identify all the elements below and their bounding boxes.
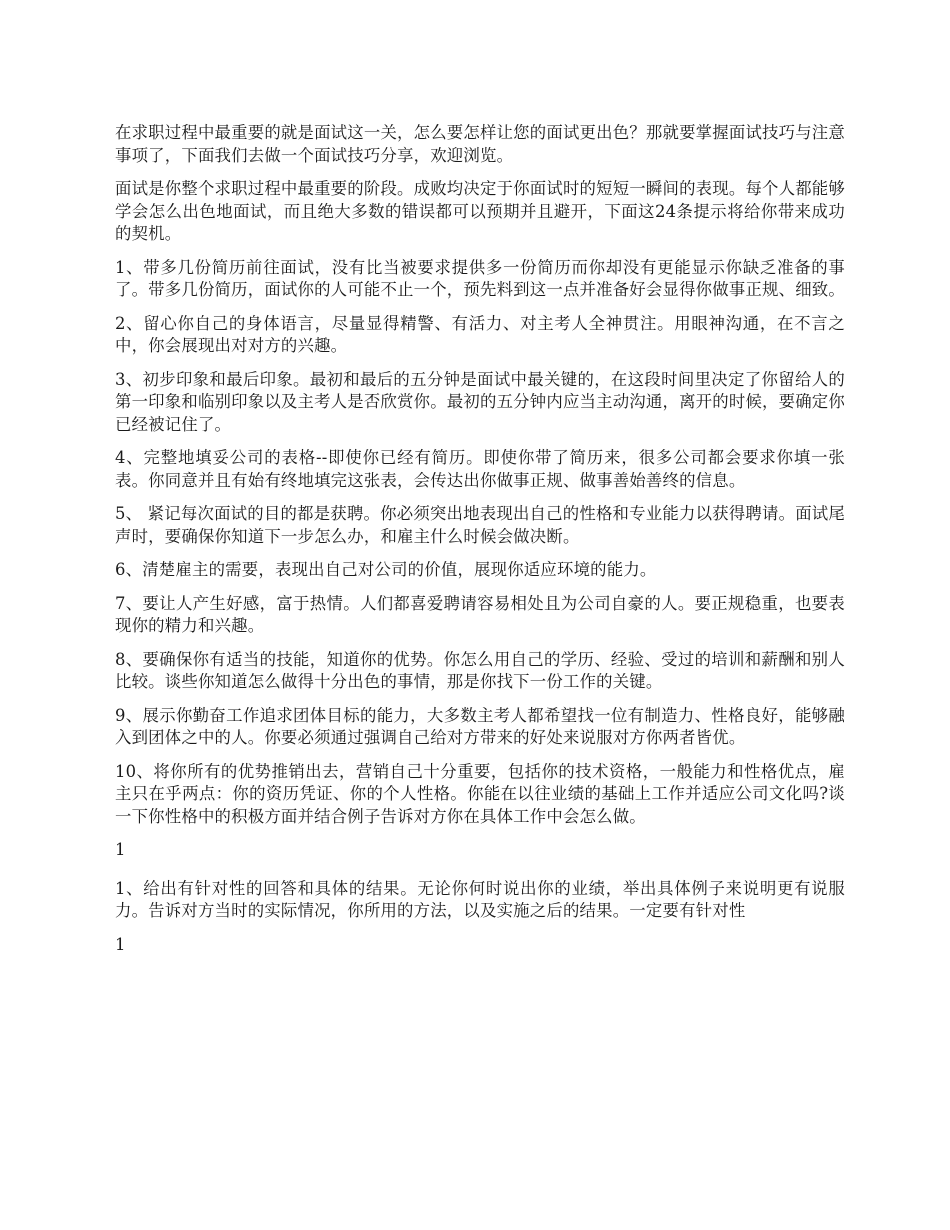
intro-paragraph: 在求职过程中最重要的就是面试这一关，怎么要怎样让您的面试更出色？那就要掌握面试技巧与注意事项了，下面我们去做一个面试技巧分享，欢迎浏览。: [115, 123, 845, 165]
tip-10-paragraph: 10、将你所有的优势推销出去，营销自己十分重要，包括你的技术资格，一般能力和性格优点，雇主只在乎两点：你的资历凭证、你的个人性格。你能在以往业绩的基础上工作并适应公司文化吗?谈一下你性格中的积极方面并结合例子告诉对方你在具体工作中会怎么做。: [115, 761, 845, 826]
tip-7-paragraph: 7、要让人产生好感，富于热情。人们都喜爱聘请容易相处且为公司自豪的人。要正规稳重，也要表现你的精力和兴趣。: [115, 593, 845, 635]
section-number: 1: [115, 840, 126, 859]
tip-3-paragraph: 3、初步印象和最后印象。最初和最后的五分钟是面试中最关键的，在这段时间里决定了你留给人的第一印象和临别印象以及主考人是否欣赏你。最初的五分钟内应当主动沟通，离开的时候，要确定你已经被记住了。: [115, 369, 845, 434]
tip-9-paragraph: 9、展示你勤奋工作追求团体目标的能力，大多数主考人都希望找一位有制造力、性格良好，能够融入到团体之中的人。你要必须通过强调自己给对方带来的好处来说服对方你两者皆优。: [115, 705, 845, 747]
tip-8-paragraph: 8、要确保你有适当的技能，知道你的优势。你怎么用自己的学历、经验、受过的培训和薪酬和别人比较。谈些你知道怎么做得十分出色的事情，那是你找下一份工作的关键。: [115, 649, 845, 691]
document-body: [115, 122, 845, 972]
overview-paragraph: 面试是你整个求职过程中最重要的阶段。成败均决定于你面试时的短短一瞬间的表现。每个人都能够学会怎么出色地面试，而且绝大多数的错误都可以预期并且避开，下面这24条提示将给你带来成功的契机。: [115, 179, 845, 243]
tip-6-paragraph: 6、清楚雇主的需要，表现出自己对公司的价值，展现你适应环境的能力。: [115, 560, 657, 579]
tip-4-paragraph: 4、完整地填妥公司的表格--即使你已经有简历。即使你带了简历来，很多公司都会要求你填一张表。你同意并且有始有终地填完这张表，会传达出你做事正规、做事善始善终的信息。: [115, 448, 845, 490]
tip-1-paragraph: 1、带多几份简历前往面试，没有比当被要求提供多一份简历而你却没有更能显示你缺乏准备的事了。带多几份简历，面试你的人可能不止一个，预先料到这一点并准备好会显得你做事正规、细致。: [115, 257, 845, 299]
answer-tip-1-paragraph: 1、给出有针对性的回答和具体的结果。无论你何时说出你的业绩，举出具体例子来说明更有说服力。告诉对方当时的实际情况，你所用的方法，以及实施之后的结果。一定要有针对性: [115, 878, 845, 920]
section-number-2: 1: [115, 934, 126, 954]
tip-2-paragraph: 2、留心你自己的身体语言，尽量显得精警、有活力、对主考人全神贯注。用眼神沟通，在不言之中，你会展现出对对方的兴趣。: [115, 313, 845, 355]
tip-5-paragraph: 5、 紧记每次面试的目的都是获聘。你必须突出地表现出自己的性格和专业能力以获得聘请。面试尾声时，要确保你知道下一步怎么办，和雇主什么时候会做决断。: [115, 504, 845, 546]
